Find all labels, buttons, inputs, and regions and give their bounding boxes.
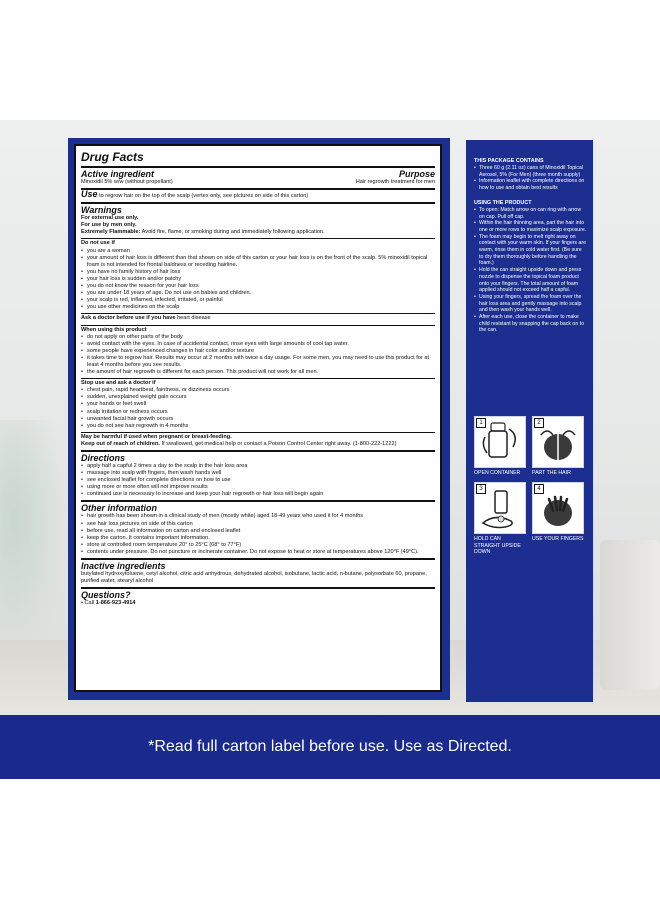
list-item: • some people have experienced changes in hair color and/or texture <box>81 348 435 355</box>
list-item: • Within the hair thinning area, part the hair into one or more rows to maximize scalp exposure. <box>474 220 587 233</box>
directions-list <box>81 463 435 498</box>
divider <box>81 450 435 452</box>
divider <box>81 325 435 326</box>
list-item: • keep the carton. It contains important information. <box>81 535 435 542</box>
disclaimer-banner <box>0 715 660 779</box>
hold-can-illustration <box>474 482 526 534</box>
list-item: • store at controlled room temperature 20° to 25°C (68° to 77°F) <box>81 542 435 549</box>
divider <box>81 432 435 433</box>
list-item: • using more or more often will not improve results <box>81 484 435 491</box>
divider <box>81 500 435 502</box>
step-caption: USE YOUR FINGERS <box>532 536 584 542</box>
flammable-warning <box>81 229 435 236</box>
open-container-illustration <box>474 416 526 468</box>
keep-out-section <box>81 441 435 448</box>
list-item: • you are under 18 years of age. Do not use on babies and children. <box>81 290 435 297</box>
purpose-heading: Purpose <box>398 169 435 179</box>
directions-heading: Directions <box>81 453 126 463</box>
list-item: • Information leaflet with complete directions on how to use and obtain best results <box>474 178 587 191</box>
divider <box>81 378 435 379</box>
disclaimer-text: *Read full carton label before use. Use as Directed. <box>148 738 512 755</box>
step-number: 4 <box>534 484 544 494</box>
ask-doctor-text: heart disease <box>177 315 211 322</box>
using-product-list <box>474 207 587 334</box>
list-item: • your scalp is red, inflamed, infected, irritated, or painful <box>81 297 435 304</box>
flammable-label: Extremely Flammable: <box>81 229 141 236</box>
other-info-heading: Other information <box>81 503 157 514</box>
list-item: • do not apply on other parts of the body <box>81 334 435 341</box>
active-ingredient: Minoxidil 5% w/w (without propellant) <box>81 179 173 185</box>
list-item: • contents under pressure. Do not puncture or incinerate container. Do not expose to heat or store at temperatures above 120°F (49°C). <box>81 549 435 556</box>
ask-doctor-section <box>81 315 435 322</box>
phone-number: 1-866-923-4914 <box>95 600 136 607</box>
when-using-list <box>81 334 435 377</box>
step-number: 2 <box>534 418 544 428</box>
list-item: • it takes time to regrow hair. Results may occur at 2 months with twice a day usage. For some men, you may need to use this product for at least 4 months before you see results. <box>81 355 435 369</box>
list-item: • sudden, unexplained weight gain occurs <box>81 394 435 401</box>
background-plant <box>0 420 70 670</box>
divider <box>81 188 435 190</box>
flammable-text: Avoid fire, flame, or smoking during and immediately following application. <box>141 229 325 236</box>
stop-use-list <box>81 387 435 430</box>
list-item: • you do not know the reason for your hair loss <box>81 283 435 290</box>
step-caption: HOLD CAN STRAIGHT UPSIDE DOWN <box>474 536 521 555</box>
list-item: • your amount of hair loss is different than that shown on side of this carton or your hair loss is on the front of the scalp. 5% minoxidil topical foam is not intended for frontal baldness or receding hairline. <box>81 255 435 269</box>
step-number: 1 <box>476 418 486 428</box>
list-item: • hair growth has been shown in a clinical study of men (mostly white) aged 18-49 years who used it for 4 months <box>81 513 435 520</box>
divider <box>81 313 435 314</box>
step-caption: OPEN CONTAINER <box>474 470 521 476</box>
list-item: • apply half a capful 2 times a day to the scalp in the hair loss area <box>81 463 435 470</box>
questions-heading: Questions? <box>81 590 131 601</box>
list-item: • the amount of hair regrowth is different for each person. This product will not work for all men. <box>81 369 435 376</box>
list-item: • unwanted facial hair growth occurs <box>81 416 435 423</box>
use-heading: Use <box>81 189 98 200</box>
list-item: • see hair loss pictures on side of this carton <box>81 521 435 528</box>
ask-doctor-label: Ask a doctor before use if you have <box>81 315 176 322</box>
list-item: • before use, read all information on carton and enclosed leaflet <box>81 528 435 535</box>
use-text: to regrow hair on the top of the scalp (vertex only, see pictures on side of this carton) <box>99 193 309 200</box>
part-hair-illustration <box>532 416 584 468</box>
inactive-heading: Inactive ingredients <box>81 561 166 572</box>
side-panel <box>466 140 593 702</box>
background-bottle <box>600 540 660 690</box>
list-item: • continued use is necessary to increase and keep your hair regrowth or hair loss will begin again <box>81 491 435 498</box>
inactive-text: butylated hydroxytoluene, cetyl alcohol, citric acid anhydrous, dehydrated alcohol, isobutane, lactic acid, n-butane, polysorbate 60, propane, purified water, stearyl alcohol <box>81 571 427 585</box>
divider <box>81 238 435 239</box>
questions-call: • Call 1-866-923-4914 <box>81 600 136 607</box>
list-item: • To open: Match arrow on can ring with arrow on cap. Pull off cap. <box>474 207 587 220</box>
keep-out-label: Keep out of reach of children. <box>81 440 160 447</box>
list-item: • you do not see hair regrowth in 4 months <box>81 423 435 430</box>
warn-external: For external use only. <box>81 215 139 222</box>
list-item: • see enclosed leaflet for complete directions on how to use <box>81 477 435 484</box>
divider <box>81 202 435 204</box>
keep-out-text: If swallowed, get medical help or contact a Poison Control Center right away. (1-800-222-1222) <box>161 440 397 447</box>
package-contains-heading: THIS PACKAGE CONTAINS <box>474 158 544 164</box>
list-item: • The foam may begin to melt right away on contact with your warm skin. If your fingers are warm, rinse them in cold water first. (Be sure to dry them thoroughly before handling the foam.) <box>474 234 587 268</box>
drug-facts-carton <box>68 138 450 700</box>
step-caption: PART THE HAIR <box>532 470 571 476</box>
step-2 <box>532 416 584 477</box>
step-number: 3 <box>476 484 486 494</box>
list-item: • Using your fingers, spread the foam over the hair loss area and gently massage into scalp and then wash your hands well. <box>474 294 587 314</box>
warn-men: For use by men only. <box>81 222 137 229</box>
warnings-heading: Warnings <box>81 205 122 216</box>
do-not-use-list <box>81 248 435 312</box>
call-label: Call <box>84 600 95 607</box>
list-item: • Hold the can straight upside down and press nozzle to dispense the topical foam product onto your fingers. The total amount of foam applied should not exceed half a capful. <box>474 267 587 294</box>
drug-facts-panel <box>74 144 442 692</box>
when-using-heading: When using this product <box>81 326 147 333</box>
divider <box>81 166 435 168</box>
active-ingredient-header <box>81 169 435 179</box>
using-product-heading: USING THE PRODUCT <box>474 199 532 206</box>
divider <box>81 587 435 589</box>
list-item: • your hair loss is sudden and/or patchy <box>81 276 435 283</box>
list-item: • Three 60 g (2.11 oz) cans of Minoxidil Topical Aerosol, 5% (For Men) (three month supply) <box>474 165 587 178</box>
drug-facts-title: Drug Facts <box>81 150 144 164</box>
active-ingredient-heading: Active ingredient <box>81 169 155 179</box>
list-item: • After each use, close the container to make child resistant by snapping the cap back on to the can. <box>474 314 587 334</box>
active-ingredient-row <box>81 179 435 186</box>
step-4 <box>532 482 584 543</box>
use-fingers-illustration <box>532 482 584 534</box>
list-item: • you use other medicines on the scalp <box>81 304 435 311</box>
list-item: • avoid contact with the eyes. In case of accidental contact, rinse eyes with large amounts of cool tap water. <box>81 341 435 348</box>
step-3 <box>474 482 526 556</box>
list-item: • you are a woman <box>81 248 435 255</box>
list-item: • chest pain, rapid heartbeat, faintness, or dizziness occurs <box>81 387 435 394</box>
other-info-list <box>81 513 435 556</box>
divider <box>81 558 435 560</box>
do-not-use-heading: Do not use if <box>81 240 115 247</box>
list-item: • your hands or feet swell <box>81 401 435 408</box>
step-1 <box>474 416 526 477</box>
list-item: • scalp irritation or redness occurs <box>81 409 435 416</box>
use-section <box>81 191 435 200</box>
package-contains-list <box>474 165 587 192</box>
list-item: • you have no family history of hair loss <box>81 269 435 276</box>
stop-use-heading: Stop use and ask a doctor if <box>81 380 156 387</box>
list-item: • massage into scalp with fingers, then wash hands well <box>81 470 435 477</box>
purpose: Hair regrowth treatment for men <box>355 179 435 185</box>
pregnancy-warning: May be harmful if used when pregnant or breast-feeding. <box>81 433 232 440</box>
